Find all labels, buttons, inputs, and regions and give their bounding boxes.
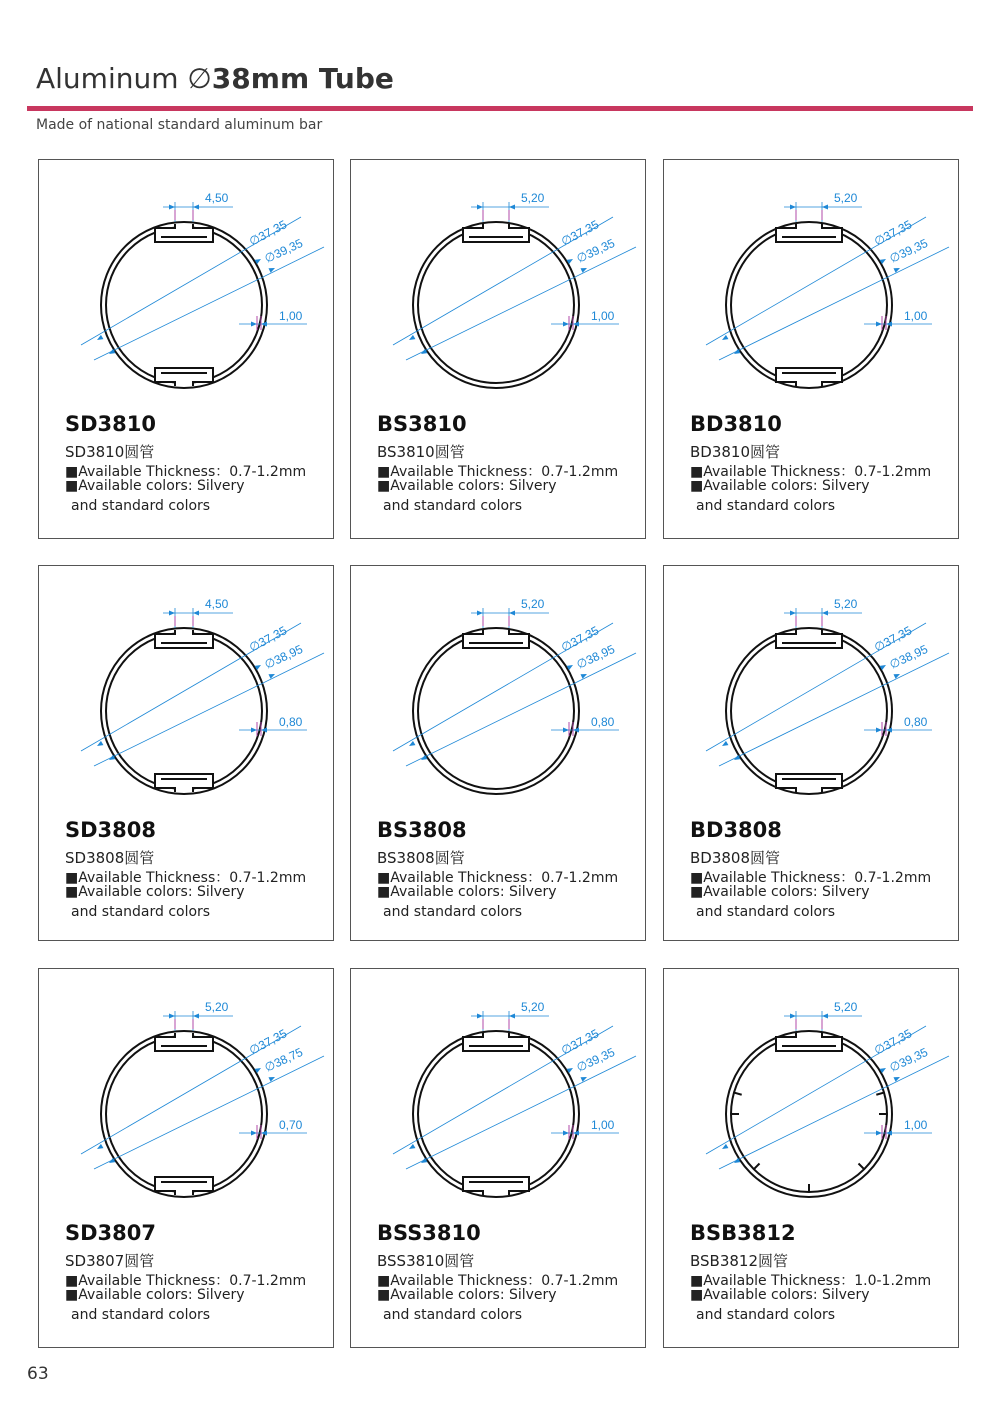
outer-diameter-label: ∅38,75 — [262, 1044, 305, 1075]
inner-diameter-label: ∅37,35 — [871, 217, 915, 249]
dimension-arrow — [269, 672, 277, 679]
slot-width-label: 5,20 — [521, 191, 545, 205]
available-thickness: ■Available Thickness：0.7-1.2mm — [377, 870, 619, 886]
available-colors-continued: and standard colors — [383, 904, 523, 920]
dimension-arrow — [563, 728, 569, 733]
tube-outline — [101, 222, 267, 388]
tube-cross-section-drawing — [351, 160, 647, 420]
slot-width-label: 5,20 — [521, 597, 545, 611]
product-chinese-name: BD3808圆管 — [690, 849, 781, 867]
dimension-arrow — [790, 611, 796, 616]
tube-cross-section-drawing — [664, 160, 960, 420]
outer-diameter-label: ∅39,35 — [262, 235, 305, 266]
title-prefix: Aluminum — [36, 62, 188, 95]
available-colors-continued: and standard colors — [696, 904, 836, 920]
dimension-arrow — [477, 611, 483, 616]
available-colors-continued: and standard colors — [71, 904, 211, 920]
header-accent-rule — [27, 106, 973, 111]
product-model: SD3810 — [65, 412, 157, 436]
top-channel — [776, 1033, 842, 1051]
product-card — [38, 565, 334, 941]
available-colors: ■Available colors: Silvery — [377, 1287, 557, 1303]
slot-width-label: 4,50 — [205, 191, 229, 205]
wall-thickness-label: 0,80 — [904, 715, 928, 729]
tube-cross-section-drawing — [351, 969, 647, 1229]
available-colors: ■Available colors: Silvery — [65, 884, 245, 900]
dimension-arrow — [169, 1014, 175, 1019]
bottom-channel — [155, 1177, 213, 1195]
top-channel — [463, 224, 529, 242]
dimension-lines — [393, 608, 636, 766]
tube-cross-section-drawing — [39, 969, 335, 1229]
tube-cross-section-drawing — [39, 160, 335, 420]
dimension-arrow — [894, 672, 902, 679]
product-card — [350, 565, 646, 941]
product-chinese-name: BS3810圆管 — [377, 443, 465, 461]
outer-diameter-label: ∅39,35 — [574, 235, 617, 266]
dimension-arrow — [169, 611, 175, 616]
wall-thickness-label: 1,00 — [904, 309, 928, 323]
tube-outline — [726, 1031, 892, 1197]
dimension-arrow — [581, 672, 589, 679]
outer-diameter-label: ∅38,95 — [887, 641, 930, 672]
dimension-arrow — [894, 266, 902, 273]
slot-width-label: 5,20 — [834, 1000, 858, 1014]
available-colors-continued: and standard colors — [383, 1307, 523, 1323]
inner-diameter-label: ∅37,35 — [246, 217, 290, 249]
dimension-arrow — [876, 1131, 882, 1136]
dimension-arrow — [251, 322, 257, 327]
available-colors: ■Available colors: Silvery — [690, 1287, 870, 1303]
dimension-lines — [81, 1011, 324, 1169]
dimension-arrow — [193, 205, 199, 210]
dimension-arrow — [876, 322, 882, 327]
slot-width-label: 5,20 — [205, 1000, 229, 1014]
dimension-arrow — [822, 1014, 828, 1019]
dimension-arrow — [509, 611, 515, 616]
product-card — [38, 968, 334, 1348]
available-thickness: ■Available Thickness：0.7-1.2mm — [690, 464, 932, 480]
dimension-lines — [393, 1011, 636, 1169]
tube-outline — [413, 1031, 579, 1197]
tube-outline — [726, 222, 892, 388]
inner-rib — [876, 1093, 884, 1095]
top-channel — [776, 224, 842, 242]
available-thickness: ■Available Thickness：1.0-1.2mm — [690, 1273, 932, 1289]
tube-cross-section-drawing — [39, 566, 335, 826]
dimension-lines — [393, 202, 636, 360]
dimension-arrow — [563, 322, 569, 327]
slot-width-label: 5,20 — [834, 191, 858, 205]
wall-thickness-label: 0,70 — [279, 1118, 303, 1132]
available-colors: ■Available colors: Silvery — [65, 478, 245, 494]
outer-diameter-label: ∅39,35 — [887, 1044, 930, 1075]
page-subtitle: Made of national standard aluminum bar — [36, 117, 323, 133]
product-card — [38, 159, 334, 539]
tube-cross-section-drawing — [664, 566, 960, 826]
available-colors-continued: and standard colors — [71, 498, 211, 514]
product-model: BD3810 — [690, 412, 782, 436]
available-colors-continued: and standard colors — [71, 1307, 211, 1323]
wall-thickness-label: 1,00 — [591, 1118, 615, 1132]
title-bold: 38mm Tube — [211, 62, 394, 95]
dimension-arrow — [822, 611, 828, 616]
inner-diameter-label: ∅37,35 — [871, 623, 915, 655]
page-number: 63 — [27, 1364, 49, 1384]
product-model: SD3808 — [65, 818, 157, 842]
dimension-arrow — [563, 1131, 569, 1136]
available-colors: ■Available colors: Silvery — [690, 478, 870, 494]
product-chinese-name: BD3810圆管 — [690, 443, 781, 461]
available-colors-continued: and standard colors — [696, 498, 836, 514]
dimension-arrow — [193, 1014, 199, 1019]
available-thickness: ■Available Thickness：0.7-1.2mm — [690, 870, 932, 886]
slot-width-label: 5,20 — [834, 597, 858, 611]
wall-thickness-label: 1,00 — [904, 1118, 928, 1132]
product-card — [663, 159, 959, 539]
outer-diameter-label: ∅38,95 — [262, 641, 305, 672]
top-channel — [155, 224, 213, 242]
outer-diameter-label: ∅38,95 — [574, 641, 617, 672]
dimension-arrow — [477, 205, 483, 210]
tube-outline — [101, 1031, 267, 1197]
available-colors: ■Available colors: Silvery — [65, 1287, 245, 1303]
product-chinese-name: BS3808圆管 — [377, 849, 465, 867]
tube-cross-section-drawing — [351, 566, 647, 826]
dimension-lines — [81, 202, 324, 360]
dimension-lines — [81, 608, 324, 766]
product-card — [663, 565, 959, 941]
product-card — [663, 968, 959, 1348]
dimension-arrow — [876, 728, 882, 733]
dimension-arrow — [581, 266, 589, 273]
inner-diameter-label: ∅37,35 — [558, 623, 602, 655]
inner-rib — [734, 1093, 742, 1095]
top-channel — [155, 1033, 213, 1051]
inner-diameter-label: ∅37,35 — [558, 1026, 602, 1058]
diameter-symbol: ∅ — [187, 62, 212, 95]
available-colors-continued: and standard colors — [696, 1307, 836, 1323]
slot-width-label: 5,20 — [521, 1000, 545, 1014]
wall-thickness-label: 0,80 — [591, 715, 615, 729]
product-model: BS3810 — [377, 412, 467, 436]
inner-diameter-label: ∅37,35 — [558, 217, 602, 249]
product-model: BSS3810 — [377, 1221, 481, 1245]
tube-outline — [413, 628, 579, 794]
product-chinese-name: BSB3812圆管 — [690, 1252, 789, 1270]
bottom-channel — [155, 368, 213, 386]
inner-diameter-label: ∅37,35 — [871, 1026, 915, 1058]
available-thickness: ■Available Thickness：0.7-1.2mm — [65, 1273, 307, 1289]
product-chinese-name: BSS3810圆管 — [377, 1252, 475, 1270]
top-channel — [463, 1033, 529, 1051]
product-chinese-name: SD3808圆管 — [65, 849, 155, 867]
product-model: BSB3812 — [690, 1221, 796, 1245]
dimension-arrow — [790, 205, 796, 210]
product-card — [350, 159, 646, 539]
available-thickness: ■Available Thickness：0.7-1.2mm — [65, 870, 307, 886]
dimension-arrow — [169, 205, 175, 210]
bottom-channel — [776, 774, 842, 792]
dimension-arrow — [269, 1075, 277, 1082]
dimension-arrow — [822, 205, 828, 210]
inner-diameter-label: ∅37,35 — [246, 1026, 290, 1058]
available-colors: ■Available colors: Silvery — [377, 478, 557, 494]
inner-rib — [754, 1163, 760, 1169]
dimension-arrow — [509, 205, 515, 210]
product-card — [350, 968, 646, 1348]
available-colors-continued: and standard colors — [383, 498, 523, 514]
inner-diameter-label: ∅37,35 — [246, 623, 290, 655]
top-channel — [155, 630, 213, 648]
tube-outline — [726, 628, 892, 794]
dimension-arrow — [251, 728, 257, 733]
dimension-arrow — [251, 1131, 257, 1136]
outer-diameter-label: ∅39,35 — [574, 1044, 617, 1075]
available-thickness: ■Available Thickness：0.7-1.2mm — [65, 464, 307, 480]
top-channel — [776, 630, 842, 648]
product-model: BS3808 — [377, 818, 467, 842]
dimension-arrow — [790, 1014, 796, 1019]
available-colors: ■Available colors: Silvery — [377, 884, 557, 900]
dimension-arrow — [477, 1014, 483, 1019]
tube-outline — [101, 628, 267, 794]
product-chinese-name: SD3810圆管 — [65, 443, 155, 461]
dimension-arrow — [509, 1014, 515, 1019]
wall-thickness-label: 1,00 — [279, 309, 303, 323]
product-chinese-name: SD3807圆管 — [65, 1252, 155, 1270]
slot-width-label: 4,50 — [205, 597, 229, 611]
wall-thickness-label: 0,80 — [279, 715, 303, 729]
dimension-arrow — [269, 266, 277, 273]
page-title — [36, 62, 394, 95]
dimension-arrow — [581, 1075, 589, 1082]
outer-diameter-label: ∅39,35 — [887, 235, 930, 266]
bottom-channel — [155, 774, 213, 792]
bottom-channel — [776, 368, 842, 386]
dimension-arrow — [894, 1075, 902, 1082]
dimension-lines — [706, 202, 949, 360]
product-model: SD3807 — [65, 1221, 157, 1245]
available-thickness: ■Available Thickness：0.7-1.2mm — [377, 464, 619, 480]
available-thickness: ■Available Thickness：0.7-1.2mm — [377, 1273, 619, 1289]
wall-thickness-label: 1,00 — [591, 309, 615, 323]
top-channel — [463, 630, 529, 648]
inner-rib — [858, 1163, 864, 1169]
bottom-channel — [463, 1177, 529, 1195]
product-model: BD3808 — [690, 818, 782, 842]
tube-cross-section-drawing — [664, 969, 960, 1229]
dimension-arrow — [193, 611, 199, 616]
tube-outline — [413, 222, 579, 388]
dimension-lines — [706, 608, 949, 766]
available-colors: ■Available colors: Silvery — [690, 884, 870, 900]
dimension-lines — [706, 1011, 949, 1169]
